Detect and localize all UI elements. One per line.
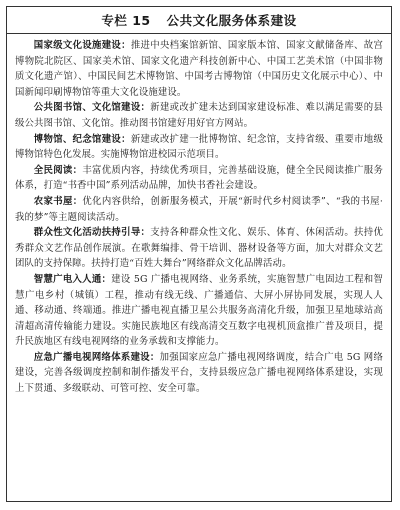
paragraph-rural-library (15, 194, 383, 225)
paragraph-text: 加强国家应急广播电视网络调度，结合广电 5G 网络建设，完善各级调度控制和制作播发平台，支持县级应急广播电视网络体系建设，实现上下贯通、多级联动、可管可控、安全可靠。 (15, 351, 383, 395)
paragraph-text: 丰富优质内容，持续优秀项目，完善基础设施，健全全民阅读推广服务体系，打造“书香中国”系列活动品牌，加快书香社会建设。 (15, 164, 383, 192)
paragraph-lead: 农家书屋： (33, 195, 83, 207)
column-number: 专栏 15 (101, 13, 151, 28)
paragraph-national-facilities (15, 38, 383, 100)
paragraph-smart-broadcast (15, 272, 383, 350)
paragraph-national-reading (15, 163, 383, 194)
paragraph-text: 优化内容供给，创新服务模式，开展“新时代乡村阅读季”、“我的书屋·我的梦”等主题阅读活动。 (15, 195, 383, 223)
column-header (7, 7, 391, 34)
paragraph-lead: 国家级文化设施建设： (33, 40, 131, 51)
paragraph-text: 支持各种群众性文化、娱乐、体育、休闲活动。扶持优秀群众文艺作品创作展演。在歌舞编排、骨干培训、器材设备等方面，加大对群众文艺团队的支持保障。扶持打造“百姓大舞台”网络群众文化品牌活动。 (15, 227, 383, 270)
paragraph-lead: 博物馆、纪念馆建设： (33, 133, 131, 145)
column-content (7, 34, 391, 397)
paragraph-lead: 全民阅读： (33, 164, 83, 176)
column-box (6, 6, 392, 502)
paragraph-text: 新建或改扩建未达到国家建设标准、难以满足需要的县级公共图书馆、文化馆。推动图书馆建好用好官方网站。 (15, 102, 383, 129)
paragraph-lead: 应急广播电视网络体系建设： (33, 351, 160, 363)
paragraph-text: 推进中央档案馆新馆、国家版本馆、国家文献储备库、故宫博物院北院区、国家美术馆、国家文化遗产科技创新中心、中国工艺美术馆（中国非物质文化遗产馆）、中国民间艺术博物馆、中国考古博物馆（中国历史文化展示中心）、中国新闻印刷博物馆等重大文化设施建设。 (15, 40, 383, 98)
paragraph-lead: 智慧广电入人通： (33, 273, 112, 285)
paragraph-text: 建设 5G 广播电视网络、业务系统，实施智慧广电固边工程和智慧广电乡村（城镇）工程，推动有线无线、广播通信、大屏小屏协同发展，实现人人通、移动通、终端通。推进广播电视直播卫星公共服务高清化升级，加强卫星地球站高清超高清传输能力建设。实施民族地区有线高清交互数字电视机顶盒推广普及项目，提升民族地区有线电视网络的业务承载和支撑能力。 (15, 273, 383, 348)
paragraph-museum (15, 132, 383, 163)
paragraph-text: 新建或改扩建一批博物馆、纪念馆，支持省级、重要市地级博物馆特色化发展。实施博物馆进校园示范项目。 (15, 133, 383, 161)
column-title: 公共文化服务体系建设 (166, 13, 297, 28)
paragraph-lead: 公共图书馆、文化馆建设： (33, 102, 151, 114)
paragraph-lead: 群众性文化活动扶持引导： (33, 227, 151, 239)
paragraph-emergency-broadcast (15, 350, 383, 397)
paragraph-mass-culture (15, 225, 383, 272)
paragraph-library-culture-center (15, 100, 383, 131)
